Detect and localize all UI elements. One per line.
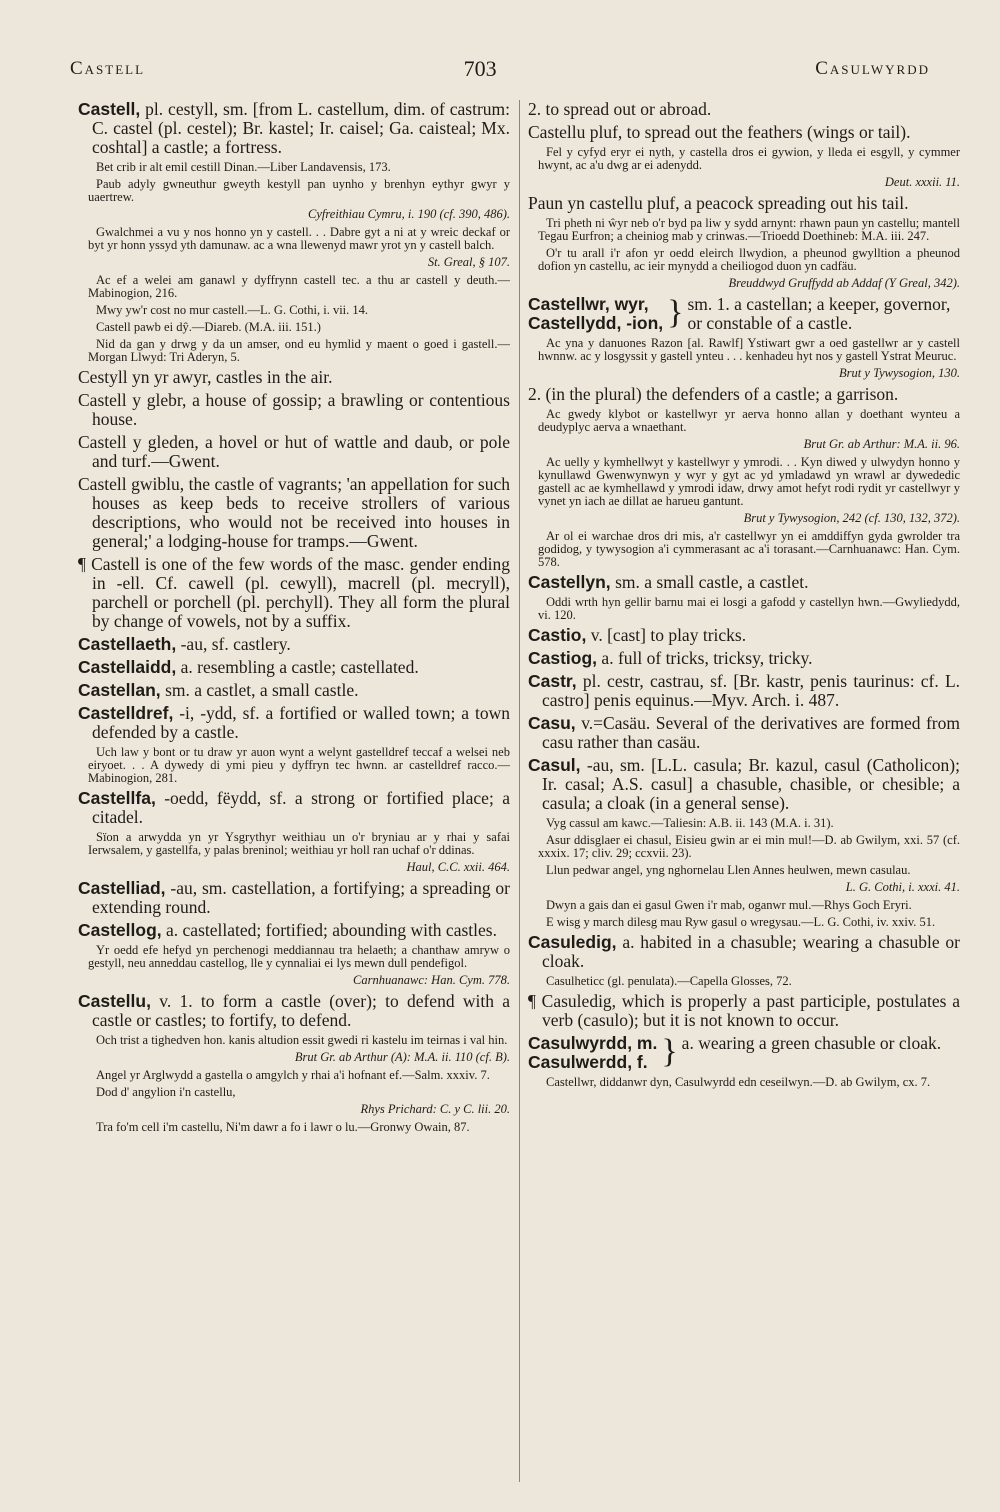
dictionary-entry — [528, 756, 960, 813]
entry-definition: a. castellated; fortified; abounding with castles. — [166, 920, 497, 940]
citation-quote: Ac uelly y kymhellwyt y kastellwyr y ymrodi. . . Kyn diwed y ulwydyn honno y kynullawd Gwenwynwyn y wyr y gyt ac yd ymladawd yn wrawl ar dywededic gastell ac ae kymhellawd y ymrodi idaw, drwy amot hefyt rodi rydit yr castellwyr y vynet yn iach ae dillat ae harueu gantunt. — [538, 455, 960, 508]
citation-quote: E wisg y march dilesg mau Ryw gasul o wregysau.—L. G. Cothi, iv. xxiv. 51. — [546, 915, 936, 929]
paired-entry — [528, 1034, 960, 1072]
citation-quote: Dwyn a gais dan ei gasul Gwen i'r mab, oganwr mul.—Rhys Goch Eryri. — [546, 898, 912, 912]
citation-source: L. G. Cothi, i. xxxi. 41. — [845, 880, 960, 894]
citation-quote: Paub adyly gwneuthur gweyth kestyll pan uynho y brenhyn eythyr gwyr y uaertrew. — [88, 177, 510, 204]
right-column — [528, 100, 960, 1494]
citation-quote: Ar ol ei warchae dros dri mis, a'r castellwyr yn ei amddiffyn gyda gwrolder tra godidog, y tywysogion a'i cymmerasant ac a'i torasant.—Carnhuanawc: Han. Cym. 578. — [538, 529, 960, 569]
entry-definition: ¶ Casuledig, which is properly a past participle, postulates a verb (casulo); but it is not known to occur. — [528, 991, 960, 1030]
dictionary-entry — [528, 123, 960, 142]
citation-quote: Casulheticc (gl. penulata).—Capella Glosses, 72. — [546, 974, 792, 988]
entry-headword: Casulwyrdd, m. — [528, 1033, 658, 1053]
dictionary-entry — [528, 672, 960, 710]
dictionary-entry — [78, 681, 510, 700]
dictionary-entry — [78, 368, 510, 387]
citation-quote: Fel y cyfyd eryr ei nyth, y castella dros ei gywion, y lleda ei esgyll, y cymmer hwynt, ac a'u dwg ar ei adenydd. — [538, 145, 960, 172]
entry-headword: Castellog, — [78, 920, 162, 940]
dictionary-entry — [78, 789, 510, 827]
entry-definition: 2. to spread out or abroad. — [528, 100, 712, 119]
entry-definition: a. wearing a green chasuble or cloak. — [681, 1033, 942, 1053]
entry-headword: Castell, — [78, 100, 141, 119]
entry-definition: -au, sm. [L.L. casula; Br. kazul, casul (Catholicon); Ir. casal; A.S. casul] a chasuble, chasible, or chesible; a casula; a cloak (in a general sense). — [542, 755, 960, 813]
entry-definition: Castell gwiblu, the castle of vagrants; 'an appellation for such houses as keep beds to receive strollers of various descriptions, who would not be received into houses in general;' a lodging-house for tramps.—Gwent. — [78, 474, 510, 551]
entry-definition: -au, sm. castellation, a fortifying; a spreading or extending round. — [92, 878, 510, 917]
entry-headword: Castellaeth, — [78, 634, 177, 654]
dictionary-entry — [78, 433, 510, 471]
citation-source: Carnhuanawc: Han. Cym. 778. — [353, 973, 510, 987]
dictionary-entry — [78, 475, 510, 551]
brace-glyph: } — [661, 1033, 678, 1070]
entry-definition: pl. cestyll, sm. [from L. castellum, dim. of castrum: C. castel (pl. cestel); Br. kastel; Ir. caisel; Ga. caisteal; Mx. coshtal] a castle; a fortress. — [92, 100, 510, 157]
entry-definition: v. [cast] to play tricks. — [590, 625, 747, 645]
dictionary-entry — [78, 100, 510, 157]
entry-headword: Castr, — [528, 671, 577, 691]
citation-quote: Uch law y bont or tu draw yr auon wynt a welynt gastelldref teccaf a welsei neb eiryoet. . . A dywedy di ymi pieu y dyffryn tec hwnn. ar castelldref racco.—Mabinogion, 281. — [88, 745, 510, 785]
dictionary-entry — [528, 992, 960, 1030]
entry-definition: Cestyll yn yr awyr, castles in the air. — [78, 367, 333, 387]
citation-source: Breuddwyd Gruffydd ab Addaf (Y Greal, 342). — [728, 276, 960, 290]
citation-quote: Asur ddisglaer ei chasul, Eisieu gwin ar ei min mul!—D. ab Gwilym, xxi. 57 (cf. xxxix. 17; cliv. 29; ccxvii. 23). — [538, 833, 960, 860]
dictionary-entry — [78, 921, 510, 940]
dictionary-entry — [528, 714, 960, 752]
dictionary-entry — [78, 879, 510, 917]
entry-headword: Casu, — [528, 713, 576, 733]
dictionary-entry — [78, 704, 510, 742]
entry-definition: a. resembling a castle; castellated. — [180, 657, 419, 677]
citation-quote: Llun pedwar angel, yng nghornelau Llen Annes heulwen, mewn casulau. — [546, 863, 911, 877]
entry-definition: Castell y glebr, a house of gossip; a brawling or contentious house. — [78, 390, 510, 429]
entry-headword: Castellyn, — [528, 572, 611, 592]
running-header — [70, 54, 930, 84]
entry-headword: Castelldref, — [78, 703, 174, 723]
entry-definition: -oedd, fëydd, sf. a strong or fortified place; a citadel. — [92, 788, 510, 827]
citation-source: St. Greal, § 107. — [427, 255, 510, 269]
citation-quote: Tri pheth ni ŵyr neb o'r byd pa liw y sydd arnynt: rhawn paun yn castellu; mantell Tegau Eurfron; a cheiniog mab y crinwas.—Trioedd Doethineb: M.A. iii. 247. — [538, 216, 960, 243]
entry-headword: Castellan, — [78, 680, 161, 700]
dictionary-entry — [528, 573, 960, 592]
entry-headword: Castelliad, — [78, 878, 166, 898]
entry-headword: Casulwerdd, f. — [528, 1052, 648, 1072]
citation-quote: Oddi wrth hyn gellir barnu mai ei losgi a gafodd y castellyn hwn.—Gwyliedydd, vi. 120. — [538, 595, 960, 622]
citation-source: Cyfreithiau Cymru, i. 190 (cf. 390, 486). — [308, 207, 510, 221]
entry-headword: Casuledig, — [528, 932, 617, 952]
dictionary-entry — [78, 391, 510, 429]
citation-quote: Ac ef a welei am ganawl y dyffrynn castell tec. a thu ar castell y deuth.—Mabinogion, 216. — [88, 273, 510, 300]
entry-definition: v.=Casäu. Several of the derivatives are formed from casu rather than casäu. — [542, 713, 960, 752]
citation-quote: Sïon a arwydda yn yr Ysgrythyr weithiau un o'r bryniau ar y rhai y safai Ierwsalem, y gastellfa, y palas breninol; weithiau yr holl ran uchaf o'r ddinas. — [88, 830, 510, 857]
entry-headword: Castellwr, wyr, — [528, 294, 649, 314]
dictionary-entry — [78, 555, 510, 631]
entry-definition: Castell y gleden, a hovel or hut of wattle and daub, or pole and turf.—Gwent. — [78, 432, 510, 471]
citation-quote: Dod d' angylion i'n castellu, — [96, 1085, 236, 1099]
citation-quote: Castellwr, diddanwr dyn, Casulwyrdd edn ceseilwyn.—D. ab Gwilym, cx. 7. — [546, 1075, 931, 1089]
dictionary-entry — [528, 194, 960, 213]
paired-entry — [528, 295, 960, 333]
entry-definition: a. habited in a chasuble; wearing a chasuble or cloak. — [542, 932, 960, 971]
entry-headword: Castellaidd, — [78, 657, 177, 677]
citation-source: Brut Gr. ab Arthur (A): M.A. ii. 110 (cf. B). — [294, 1050, 510, 1064]
dictionary-entry — [528, 626, 960, 645]
entry-headword: Castellydd, -ion, — [528, 313, 664, 333]
citation-quote: Och trist a tighedven hon. kanis altudion essit gwedi ri kastelu im teirnas i val hin. — [96, 1033, 508, 1047]
entry-definition: -i, -ydd, sf. a fortified or walled town; a town defended by a castle. — [92, 703, 510, 742]
dictionary-entry — [78, 992, 510, 1030]
citation-quote: Tra fo'm cell i'm castellu, Ni'm dawr a fo i lawr o lu.—Gronwy Owain, 87. — [96, 1120, 470, 1134]
citation-source: Rhys Prichard: C. y C. lii. 20. — [360, 1102, 510, 1116]
citation-quote: O'r tu arall i'r afon yr oedd eleirch llwydion, a pheunod gwylltion a pheunod dofion yn castellu, ac ieir mynydd a cheiliogod duon yn cadfäu. — [538, 246, 960, 273]
entry-headword: Casul, — [528, 755, 581, 775]
entry-definition: sm. 1. a castellan; a keeper, governor, or constable of a castle. — [687, 294, 951, 333]
header-left-guideword: Castell — [70, 58, 146, 79]
citation-source: Brut Gr. ab Arthur: M.A. ii. 96. — [803, 437, 960, 451]
citation-quote: Mwy yw'r cost no mur castell.—L. G. Cothi, i. vii. 14. — [96, 303, 369, 317]
header-right-guideword: Casulwyrdd — [815, 58, 930, 79]
entry-headword: Castio, — [528, 625, 587, 645]
column-divider — [519, 100, 520, 1482]
citation-source: Deut. xxxii. 11. — [884, 175, 960, 189]
citation-quote: Vyg cassul am kawc.—Taliesin: A.B. ii. 143 (M.A. i. 31). — [546, 816, 834, 830]
citation-quote: Gwalchmei a vu y nos honno yn y castell. . . Dabre gyt a ni at y wreic deckaf or byt yr honn yssyd yth damunaw. ac a wna llewenyd mawr yrot yn y castell balch. — [88, 225, 510, 252]
citation-quote: Ac gwedy klybot or kastellwyr yr aerva honno allan y doethant wynteu a deudyplyc aerva a wnaethant. — [538, 407, 960, 434]
entry-definition: v. 1. to form a castle (over); to defend with a castle or castles; to fortify, to defend. — [92, 991, 510, 1030]
citation-source: Brut y Tywysogion, 130. — [839, 366, 960, 380]
brace-glyph: } — [667, 294, 684, 331]
entry-definition: sm. a small castle, a castlet. — [615, 572, 809, 592]
page-number: 703 — [463, 56, 497, 81]
entry-definition: 2. (in the plural) the defenders of a castle; a garrison. — [528, 384, 899, 404]
entry-headword: Castellfa, — [78, 788, 156, 808]
entry-definition: ¶ Castell is one of the few words of the masc. gender ending in -ell. Cf. cawell (pl. cewyll), macrell (pl. mecryll), parchell or porchell (pl. perchyll). They all form the plural by change of vowels, not by a suffix. — [78, 554, 510, 631]
entry-definition: pl. cestr, castrau, sf. [Br. kastr, penis taurinus: cf. L. castro] penis equinus.—Myv. Arch. i. 487. — [542, 671, 960, 710]
entry-headword: Castiog, — [528, 648, 598, 668]
citation-quote: Yr oedd efe hefyd yn perchenogi meddiannau tra helaeth; a chanthaw amryw o gestyll, neu anneddau castellog, lle y cynnaliai ei lys mewn dull pendefigol. — [88, 943, 510, 970]
entry-definition: Castellu pluf, to spread out the feathers (wings or tail). — [528, 122, 911, 142]
entry-headword: Castellu, — [78, 991, 151, 1011]
citation-quote: Nid da gan y drwg y da un amser, ond eu hymlid y maent o goed i gastell.—Morgan Llwyd: Tri Aderyn, 5. — [88, 337, 510, 364]
dictionary-entry — [528, 100, 960, 119]
citation-quote: Bet crib ir alt emil cestill Dinan.—Liber Landavensis, 173. — [96, 160, 391, 174]
entry-definition: sm. a castlet, a small castle. — [165, 680, 359, 700]
left-column — [78, 100, 510, 1494]
citation-quote: Ac yna y danuones Razon [al. Rawlf] Ystiwart gwr a oed gastellwr ar y castell hwnnw. ac y losgyssit y gastell ynteu . . . kenhadeu hyt nos y gastell Ystrat Meuruc. — [538, 336, 960, 363]
citation-source: Brut y Tywysogion, 242 (cf. 130, 132, 372). — [743, 511, 960, 525]
dictionary-entry — [528, 649, 960, 668]
dictionary-entry — [528, 385, 960, 404]
paired-headwords — [528, 1034, 657, 1072]
citation-quote: Castell pawb ei dŷ.—Diareb. (M.A. iii. 151.) — [96, 320, 321, 334]
entry-definition: a. full of tricks, tricksy, tricky. — [601, 648, 813, 668]
dictionary-entry — [78, 658, 510, 677]
entry-definition: Paun yn castellu pluf, a peacock spreading out his tail. — [528, 193, 909, 213]
citation-quote: Angel yr Arglwydd a gastella o amgylch y rhai a'i hofnant ef.—Salm. xxxiv. 7. — [96, 1068, 490, 1082]
entry-definition: -au, sf. castlery. — [180, 634, 291, 654]
dictionary-entry — [528, 933, 960, 971]
paired-headwords — [528, 295, 663, 333]
citation-source: Haul, C.C. xxii. 464. — [406, 860, 510, 874]
dictionary-entry — [78, 635, 510, 654]
